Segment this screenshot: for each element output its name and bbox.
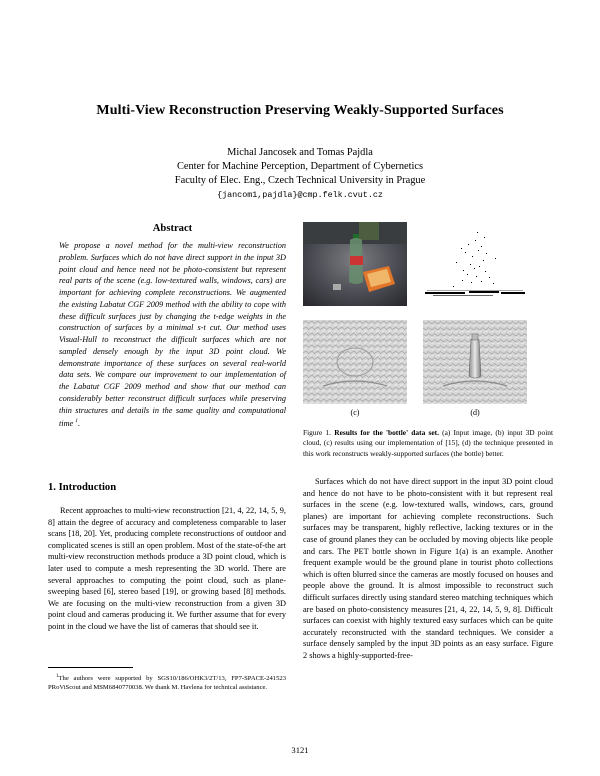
footnote-rule (48, 667, 133, 668)
figure-1-caption: Figure 1. Results for the 'bottle' data set. (a) Input image, (b) input 3D point cloud, (c) results using our implementation of [15], (d) the technique presented in this work reconstructs weakly-supported surfaces (the bottle) better. (303, 428, 553, 458)
page-number: 3121 (291, 745, 309, 755)
author-email[interactable]: {jancom1,pajdla}@cmp.felk.cvut.cz (217, 190, 383, 200)
figure-1c-label: (c) (350, 408, 360, 417)
abstract-footnote-mark: 1 (75, 418, 79, 425)
affiliation-line-2: Faculty of Elec. Eng., Czech Technical University in Prague (174, 175, 426, 186)
intro-paragraph-2: Surfaces which do not have direct support in the input 3D point cloud and hence do not have to be photo-consistent with it but represent real surfaces in the scene (e.g. low-textured walls, windows, cars, ground planes) are important for achieving complete reconstructions. Such surfaces may be transparent, highly reflective, lacking textures or in the case of ground planes they can be occluded by moving objects like people and cars. The PET bottle shown in Figure 1(a) is an example. Another frequent example would be the ground plane in tourist photo collections which is often blurred since the cameras are mostly focused on houses and people above the ground. It is almost impossible to reconstruct such difficult surfaces directly using standard stereo matching techniques which are based on photo-consistency measures [21, 4, 22, 14, 5, 9, 8]. Difficult surfaces can coexist with highly textured easy surfaces which can be quite accurately reconstructed with the standard techniques. We consider a surface densely sampled by the input 3D points as an easy surface. Figure 2 shows a highly-supported-free- (303, 477, 553, 660)
figure-1d-label: (d) (470, 408, 480, 417)
abstract-body: We propose a novel method for the multi-view reconstruction problem. Surfaces which do not have direct support in the input 3D point cloud and hence need not be photo-consistent but represent real parts of the scene (e.g. low-textured walls, windows, cars) are important for achieving complete reconstructions. We augmented the existing Labatut CGF 2009 method with the ability to cope with these difficult surfaces just by changing the t-edge weights in the construction of surfaces by a minimal s-t cut. Our method uses Visual-Hull to reconstruct the difficult surfaces which are not sampled densely enough by the input 3D point cloud. We demonstrate importance of these surfaces on several real-world data sets. We compare our improvement to our implementation of the Labatut CGF 2009 method and show that our method can considerably better reconstruct difficult surfaces while preserving thin structures and details in the same quality and computational time $^1$. (59, 241, 286, 428)
footnote: $^1$The authors were supported by SGS10/186/OHK3/2T/13, FP7-SPACE-241523 PRoViScout and MSM6840770038. We thank M. Havlena for technical assistance. (48, 674, 286, 691)
paper-title: Multi-View Reconstruction Preserving Weakly-Supported Surfaces (96, 103, 504, 118)
figure-1b-point-cloud (423, 222, 527, 306)
figure-1d-reconstruction-proposed (423, 320, 527, 404)
figure-1c-reconstruction-baseline (303, 320, 407, 404)
section-heading-introduction: 1. Introduction (48, 482, 117, 493)
intro-paragraph-1: Recent approaches to multi-view reconstruction [21, 4, 22, 14, 5, 9, 8] attain the degree of accuracy and completeness comparable to laser scans [18, 20]. Yet, producing complete reconstructions of outdoor and complicated scenes is still an open problem. Most of the state-of-the art multi-view reconstruction methods produce a 3D point cloud, which is later used to compute a mesh representing the 3D world. There are several approaches to computing the point cloud, such as plane-sweeping based [6], stereo based [19], or growing based [8] methods. We are focusing on the multi-view reconstruction from a given 3D point cloud and cameras producing it. We further assume that for every point in the cloud we have the list of cameras that should see it. (48, 506, 286, 631)
figure-1a-input-image (303, 222, 407, 306)
affiliation-line-1: Center for Machine Perception, Department of Cybernetics (176, 161, 424, 172)
bottle-shape (349, 234, 363, 284)
author-names: Michal Jancosek and Tomas Pajdla (227, 147, 373, 158)
abstract-heading: Abstract (152, 223, 193, 234)
